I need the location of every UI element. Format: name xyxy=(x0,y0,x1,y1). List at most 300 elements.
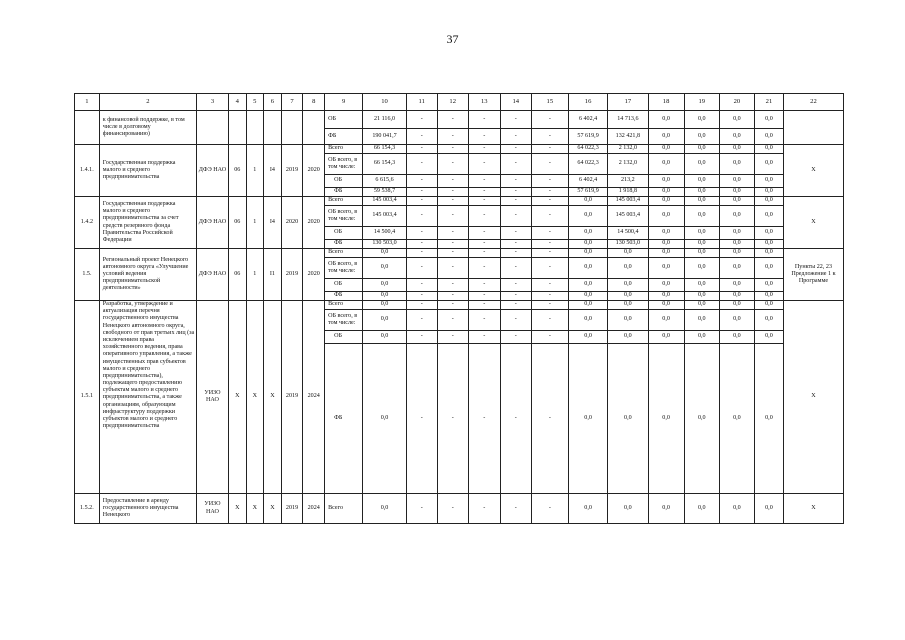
value-cell: 0,0 xyxy=(754,249,783,258)
funding-source: ОБ xyxy=(325,279,363,292)
value-cell: - xyxy=(437,301,468,310)
value-cell: 213,2 xyxy=(608,175,648,188)
value-cell: 64 022,3 xyxy=(568,154,607,175)
value-cell: 0,0 xyxy=(684,279,719,292)
item-name: к финансовой поддержке, в том числе в долговому финансированию) xyxy=(99,111,196,145)
value-cell: 0,0 xyxy=(754,331,783,344)
code-cell: 2019 xyxy=(281,494,303,524)
funding-source: ОБ всего, в том числе: xyxy=(325,310,363,331)
table-row xyxy=(75,494,844,524)
value-cell: - xyxy=(437,279,468,292)
value-cell: - xyxy=(531,240,568,249)
value-cell: 0,0 xyxy=(608,258,648,279)
item-number: 1.5. xyxy=(75,249,100,301)
code-cell: Х xyxy=(246,301,264,494)
code-cell: 06 xyxy=(228,145,246,197)
value-cell: 2 132,0 xyxy=(608,154,648,175)
value-cell: - xyxy=(531,188,568,197)
value-cell: 0,0 xyxy=(568,292,607,301)
column-header: 19 xyxy=(684,94,719,111)
value-cell: - xyxy=(406,310,437,331)
value-cell: - xyxy=(437,258,468,279)
code-cell: 1 xyxy=(246,197,264,249)
value-cell: 0,0 xyxy=(568,258,607,279)
value-cell: - xyxy=(406,227,437,240)
value-cell: 21 116,0 xyxy=(363,111,406,129)
value-cell: - xyxy=(406,494,437,524)
value-cell: 0,0 xyxy=(568,344,607,494)
value-cell: 66 154,3 xyxy=(363,145,406,154)
attribute-cell xyxy=(228,111,246,145)
value-cell: 130 503,0 xyxy=(608,240,648,249)
value-cell: - xyxy=(468,129,500,145)
value-cell: - xyxy=(437,129,468,145)
value-cell: 6 402,4 xyxy=(568,111,607,129)
column-header: 9 xyxy=(325,94,363,111)
value-cell: 0,0 xyxy=(684,206,719,227)
column-header: 3 xyxy=(196,94,228,111)
value-cell: - xyxy=(406,240,437,249)
value-cell: 0,0 xyxy=(568,240,607,249)
value-cell: 0,0 xyxy=(608,279,648,292)
value-cell: 0,0 xyxy=(568,310,607,331)
code-cell: I4 xyxy=(264,145,282,197)
value-cell: - xyxy=(500,258,531,279)
value-cell: 0,0 xyxy=(648,111,684,129)
value-cell: - xyxy=(468,249,500,258)
value-cell: 0,0 xyxy=(754,175,783,188)
code-cell: 2019 xyxy=(281,301,303,494)
attribute-cell xyxy=(196,111,228,145)
value-cell: 0,0 xyxy=(719,206,754,227)
value-cell: - xyxy=(531,227,568,240)
value-cell: - xyxy=(531,154,568,175)
item-number xyxy=(75,111,100,145)
attribute-cell xyxy=(303,111,325,145)
value-cell: 0,0 xyxy=(648,145,684,154)
funding-source: ОБ xyxy=(325,111,363,129)
column-header: 17 xyxy=(608,94,648,111)
value-cell: - xyxy=(531,301,568,310)
value-cell: - xyxy=(468,111,500,129)
value-cell: 64 022,3 xyxy=(568,145,607,154)
value-cell: 0,0 xyxy=(754,111,783,129)
value-cell: - xyxy=(437,188,468,197)
value-cell: 0,0 xyxy=(719,279,754,292)
value-cell: 0,0 xyxy=(684,301,719,310)
item-name: Разработка, утверждение и актуализация перечня государственного имущества Ненецкого автономного округа, свободного от прав третьих лиц (за исключением права хозяйственного ведения, права оперативного управления, а также имущественных прав субъектов малого и среднего предпринимательства), подлежащего предоставлению субъектам малого и среднего предпринимательства, а также организациям, образующим инфраструктуру поддержки субъектов малого и среднего предпринимательства xyxy=(99,301,196,494)
value-cell: - xyxy=(437,249,468,258)
value-cell: 0,0 xyxy=(719,188,754,197)
value-cell: - xyxy=(500,206,531,227)
value-cell: 0,0 xyxy=(754,129,783,145)
value-cell: 0,0 xyxy=(608,331,648,344)
value-cell: 0,0 xyxy=(684,292,719,301)
value-cell: - xyxy=(531,344,568,494)
value-cell: 0,0 xyxy=(648,494,684,524)
table-row xyxy=(75,197,844,206)
value-cell: - xyxy=(500,175,531,188)
code-cell: Х xyxy=(228,494,246,524)
value-cell: - xyxy=(500,154,531,175)
value-cell: - xyxy=(500,227,531,240)
item-number: 1.4.1. xyxy=(75,145,100,197)
value-cell: - xyxy=(500,240,531,249)
value-cell: 66 154,3 xyxy=(363,154,406,175)
value-cell: 0,0 xyxy=(719,197,754,206)
value-cell: - xyxy=(437,240,468,249)
value-cell: - xyxy=(468,344,500,494)
value-cell: 0,0 xyxy=(648,331,684,344)
code-cell: Х xyxy=(264,301,282,494)
value-cell: 0,0 xyxy=(568,279,607,292)
value-cell: 0,0 xyxy=(719,258,754,279)
funding-source: ОБ xyxy=(325,227,363,240)
column-header: 15 xyxy=(531,94,568,111)
value-cell: 0,0 xyxy=(754,310,783,331)
value-cell: - xyxy=(531,249,568,258)
value-cell: 0,0 xyxy=(754,154,783,175)
funding-source: ОБ всего, в том числе: xyxy=(325,206,363,227)
value-cell: 0,0 xyxy=(684,154,719,175)
column-header: 18 xyxy=(648,94,684,111)
value-cell: 0,0 xyxy=(684,145,719,154)
value-cell: - xyxy=(437,310,468,331)
value-cell: 57 619,9 xyxy=(568,129,607,145)
value-cell: - xyxy=(406,188,437,197)
value-cell: 0,0 xyxy=(719,145,754,154)
item-name: Государственная поддержка малого и среднего предпринимательства за счет средств резервного фонда Правительства Российской Федерации xyxy=(99,197,196,249)
code-cell: 2020 xyxy=(281,197,303,249)
code-cell: 1 xyxy=(246,249,264,301)
value-cell: - xyxy=(468,258,500,279)
item-name: Предоставление в аренду государственного имущества Ненецкого xyxy=(99,494,196,524)
funding-source: ФБ xyxy=(325,292,363,301)
funding-source: Всего xyxy=(325,145,363,154)
value-cell: 0,0 xyxy=(754,197,783,206)
value-cell: 0,0 xyxy=(719,129,754,145)
value-cell: 0,0 xyxy=(648,310,684,331)
column-header: 7 xyxy=(281,94,303,111)
value-cell: 6 615,6 xyxy=(363,175,406,188)
code-cell: 1 xyxy=(246,145,264,197)
code-cell: Х xyxy=(246,494,264,524)
value-cell: - xyxy=(531,206,568,227)
value-cell: 0,0 xyxy=(684,227,719,240)
value-cell: - xyxy=(531,258,568,279)
value-cell: - xyxy=(406,206,437,227)
code-cell: 06 xyxy=(228,249,246,301)
value-cell: - xyxy=(500,301,531,310)
code-cell: Х xyxy=(228,301,246,494)
value-cell: 0,0 xyxy=(363,258,406,279)
item-number: 1.4.2 xyxy=(75,197,100,249)
funding-source: Всего xyxy=(325,197,363,206)
value-cell: 0,0 xyxy=(719,249,754,258)
funding-source: ОБ xyxy=(325,331,363,344)
value-cell: - xyxy=(468,145,500,154)
code-cell: 2020 xyxy=(303,197,325,249)
value-cell: 0,0 xyxy=(648,258,684,279)
value-cell: - xyxy=(406,258,437,279)
value-cell: 0,0 xyxy=(568,206,607,227)
attribute-cell xyxy=(281,111,303,145)
code-cell: I4 xyxy=(264,197,282,249)
value-cell: 0,0 xyxy=(754,206,783,227)
table-row xyxy=(75,301,844,310)
value-cell: - xyxy=(437,206,468,227)
funding-source: ФБ xyxy=(325,344,363,494)
value-cell: - xyxy=(500,249,531,258)
value-cell: - xyxy=(437,292,468,301)
value-cell: 0,0 xyxy=(363,301,406,310)
value-cell: 0,0 xyxy=(568,249,607,258)
funding-source: ФБ xyxy=(325,129,363,145)
header-row xyxy=(75,94,844,111)
value-cell: 0,0 xyxy=(719,240,754,249)
value-cell: 0,0 xyxy=(754,145,783,154)
value-cell: - xyxy=(468,292,500,301)
page-number: 37 xyxy=(446,32,459,46)
column-header: 12 xyxy=(437,94,468,111)
value-cell: - xyxy=(500,494,531,524)
funding-source: ОБ всего, в том числе: xyxy=(325,154,363,175)
value-cell: 0,0 xyxy=(363,331,406,344)
column-header: 20 xyxy=(719,94,754,111)
value-cell: 0,0 xyxy=(684,188,719,197)
value-cell: 0,0 xyxy=(568,197,607,206)
value-cell: 0,0 xyxy=(568,301,607,310)
value-cell: 0,0 xyxy=(754,188,783,197)
value-cell: 0,0 xyxy=(648,227,684,240)
program-funding-table xyxy=(74,93,844,524)
table-row xyxy=(75,111,844,129)
code-cell: I1 xyxy=(264,249,282,301)
value-cell: 0,0 xyxy=(608,249,648,258)
value-cell: 0,0 xyxy=(719,154,754,175)
value-cell: - xyxy=(437,494,468,524)
attribute-cell xyxy=(264,111,282,145)
value-cell: 14 500,4 xyxy=(608,227,648,240)
value-cell: 0,0 xyxy=(648,240,684,249)
value-cell: 145 003,4 xyxy=(363,197,406,206)
value-cell: 190 041,7 xyxy=(363,129,406,145)
funding-source: ФБ xyxy=(325,240,363,249)
column-header: 2 xyxy=(99,94,196,111)
value-cell: 0,0 xyxy=(684,494,719,524)
value-cell: 0,0 xyxy=(568,331,607,344)
column-header: 21 xyxy=(754,94,783,111)
value-cell: - xyxy=(437,331,468,344)
code-cell: 2019 xyxy=(281,145,303,197)
column-header: 1 xyxy=(75,94,100,111)
note-cell: Х xyxy=(783,145,843,197)
code-cell: Х xyxy=(264,494,282,524)
value-cell: - xyxy=(468,188,500,197)
attribute-cell xyxy=(246,111,264,145)
value-cell: 0,0 xyxy=(684,197,719,206)
value-cell: - xyxy=(406,292,437,301)
value-cell: 0,0 xyxy=(754,240,783,249)
code-cell: 2019 xyxy=(281,249,303,301)
value-cell: 0,0 xyxy=(648,154,684,175)
value-cell: - xyxy=(531,111,568,129)
funding-source: Всего xyxy=(325,301,363,310)
funding-source: Всего xyxy=(325,494,363,524)
value-cell: 0,0 xyxy=(648,292,684,301)
note-cell xyxy=(783,111,843,145)
table-row xyxy=(75,145,844,154)
column-header: 8 xyxy=(303,94,325,111)
value-cell: - xyxy=(406,344,437,494)
value-cell: 130 503,0 xyxy=(363,240,406,249)
value-cell: - xyxy=(500,188,531,197)
value-cell: 0,0 xyxy=(754,227,783,240)
value-cell: - xyxy=(437,175,468,188)
executor: УИЗО НАО xyxy=(196,301,228,494)
value-cell: 0,0 xyxy=(608,301,648,310)
funding-source: Всего xyxy=(325,249,363,258)
column-header: 6 xyxy=(264,94,282,111)
value-cell: 0,0 xyxy=(363,279,406,292)
value-cell: 0,0 xyxy=(568,227,607,240)
funding-source: ОБ всего, в том числе: xyxy=(325,258,363,279)
column-header: 4 xyxy=(228,94,246,111)
value-cell: 0,0 xyxy=(684,240,719,249)
value-cell: 145 003,4 xyxy=(363,206,406,227)
value-cell: - xyxy=(406,129,437,145)
value-cell: 0,0 xyxy=(684,175,719,188)
value-cell: 59 538,7 xyxy=(363,188,406,197)
value-cell: - xyxy=(406,111,437,129)
value-cell: - xyxy=(531,175,568,188)
value-cell: - xyxy=(468,310,500,331)
value-cell: 57 619,9 xyxy=(568,188,607,197)
value-cell: 0,0 xyxy=(648,175,684,188)
value-cell: - xyxy=(531,197,568,206)
value-cell: 145 003,4 xyxy=(608,206,648,227)
value-cell: 0,0 xyxy=(719,494,754,524)
value-cell: 0,0 xyxy=(568,494,607,524)
value-cell: - xyxy=(437,227,468,240)
value-cell: - xyxy=(531,129,568,145)
value-cell: 0,0 xyxy=(363,249,406,258)
value-cell: - xyxy=(437,145,468,154)
column-header: 13 xyxy=(468,94,500,111)
value-cell: 0,0 xyxy=(719,111,754,129)
item-number: 1.5.1 xyxy=(75,301,100,494)
value-cell: 132 421,8 xyxy=(608,129,648,145)
value-cell: - xyxy=(500,292,531,301)
value-cell: - xyxy=(531,279,568,292)
value-cell: - xyxy=(531,494,568,524)
column-header: 16 xyxy=(568,94,607,111)
value-cell: - xyxy=(531,310,568,331)
value-cell: 0,0 xyxy=(719,301,754,310)
value-cell: 0,0 xyxy=(648,344,684,494)
value-cell: - xyxy=(500,197,531,206)
value-cell: 14 713,6 xyxy=(608,111,648,129)
value-cell: 0,0 xyxy=(608,292,648,301)
value-cell: - xyxy=(500,331,531,344)
value-cell: 0,0 xyxy=(719,310,754,331)
code-cell: 06 xyxy=(228,197,246,249)
item-name: Государственная поддержка малого и среднего предпринимательства xyxy=(99,145,196,197)
value-cell: 0,0 xyxy=(608,310,648,331)
value-cell: - xyxy=(437,344,468,494)
value-cell: 0,0 xyxy=(684,331,719,344)
executor: УИЗО НАО xyxy=(196,494,228,524)
value-cell: - xyxy=(500,310,531,331)
value-cell: 0,0 xyxy=(648,129,684,145)
executor: ДФЭ НАО xyxy=(196,249,228,301)
code-cell: 2024 xyxy=(303,494,325,524)
value-cell: - xyxy=(406,249,437,258)
value-cell: 0,0 xyxy=(719,331,754,344)
value-cell: 0,0 xyxy=(648,249,684,258)
value-cell: 0,0 xyxy=(363,344,406,494)
value-cell: - xyxy=(437,154,468,175)
value-cell: 0,0 xyxy=(719,344,754,494)
note-cell: Х xyxy=(783,494,843,524)
note-cell: Пункты 22, 23 Предложение 1 к Программе xyxy=(783,249,843,301)
value-cell: 0,0 xyxy=(363,494,406,524)
executor: ДФЭ НАО xyxy=(196,145,228,197)
value-cell: 0,0 xyxy=(684,111,719,129)
value-cell: 0,0 xyxy=(648,206,684,227)
value-cell: 0,0 xyxy=(719,292,754,301)
value-cell: 0,0 xyxy=(648,279,684,292)
value-cell: - xyxy=(468,197,500,206)
column-header: 11 xyxy=(406,94,437,111)
value-cell: 0,0 xyxy=(754,279,783,292)
value-cell: - xyxy=(531,331,568,344)
value-cell: - xyxy=(468,240,500,249)
value-cell: - xyxy=(406,154,437,175)
value-cell: 2 132,0 xyxy=(608,145,648,154)
value-cell: - xyxy=(500,344,531,494)
value-cell: - xyxy=(406,145,437,154)
item-name: Региональный проект Ненецкого автономного округа «Улучшение условий ведения предпринимательской деятельности» xyxy=(99,249,196,301)
value-cell: - xyxy=(468,227,500,240)
value-cell: 0,0 xyxy=(684,344,719,494)
funding-source: ФБ xyxy=(325,188,363,197)
code-cell: 2020 xyxy=(303,145,325,197)
value-cell: 0,0 xyxy=(754,258,783,279)
value-cell: - xyxy=(406,175,437,188)
value-cell: 0,0 xyxy=(363,310,406,331)
value-cell: 0,0 xyxy=(684,310,719,331)
value-cell: 0,0 xyxy=(754,301,783,310)
value-cell: - xyxy=(468,494,500,524)
table-row xyxy=(75,249,844,258)
value-cell: 0,0 xyxy=(648,301,684,310)
value-cell: - xyxy=(437,111,468,129)
executor: ДФЭ НАО xyxy=(196,197,228,249)
value-cell: 0,0 xyxy=(684,249,719,258)
column-header: 5 xyxy=(246,94,264,111)
value-cell: - xyxy=(531,292,568,301)
value-cell: - xyxy=(500,111,531,129)
value-cell: 0,0 xyxy=(754,292,783,301)
value-cell: 0,0 xyxy=(754,494,783,524)
value-cell: 0,0 xyxy=(363,292,406,301)
value-cell: - xyxy=(406,301,437,310)
note-cell: Х xyxy=(783,301,843,494)
value-cell: 0,0 xyxy=(608,344,648,494)
value-cell: - xyxy=(500,129,531,145)
value-cell: 0,0 xyxy=(719,227,754,240)
